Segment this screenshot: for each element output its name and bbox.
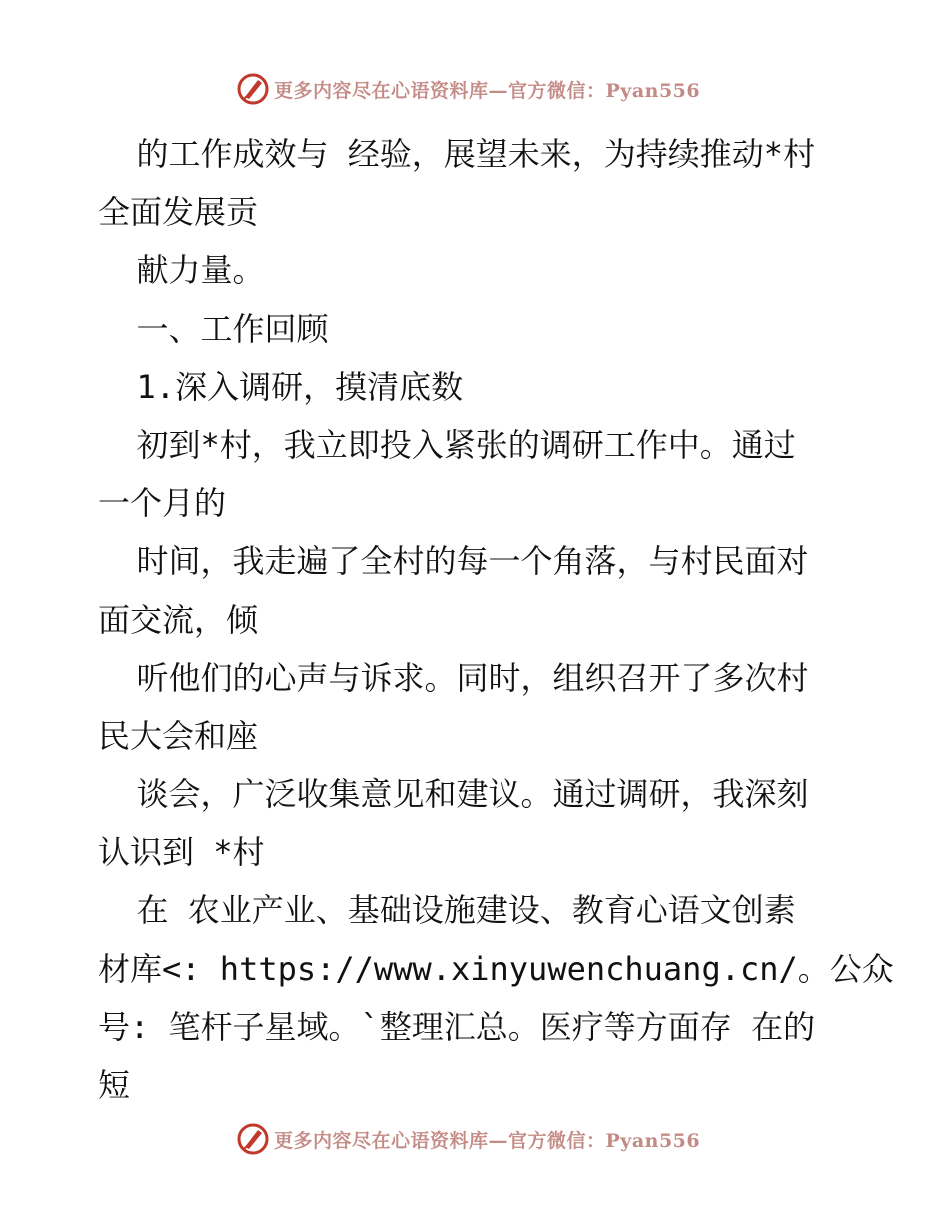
text-line: 时间，我走遍了全村的每一个角落，与村民面对 xyxy=(98,542,809,581)
quill-pen-logo-icon xyxy=(236,72,270,106)
text-line: 材库<: https://www.xinyuwenchuang.cn/。公众 xyxy=(98,949,894,988)
text-line: 的工作成效与 经验，展望未来，为持续推动*村 xyxy=(98,135,816,173)
text-line: 号: 笔杆子星域。`整理汇总。医疗等方面存 在的 xyxy=(98,1007,816,1046)
text-line: 一个月的 xyxy=(98,484,227,523)
footer-banner-text: 更多内容尽在心语资料库—官方微信：Pyan556 xyxy=(274,1129,701,1152)
text-line: 民大会和座 xyxy=(98,716,259,755)
text-line: 听他们的心声与诉求。同时，组织召开了多次村 xyxy=(98,658,809,697)
text-line: 初到*村，我立即投入紧张的调研工作中。通过 xyxy=(98,425,796,464)
text-line: 谈会，广泛收集意见和建议。通过调研，我深刻 xyxy=(98,775,809,814)
text-line: 面交流，倾 xyxy=(98,600,259,639)
quill-pen-logo-icon xyxy=(236,1122,270,1156)
section-heading: 一、工作回顾 xyxy=(98,309,329,348)
header-banner xyxy=(236,72,700,106)
header-banner-text: 更多内容尽在心语资料库—官方微信：Pyan556 xyxy=(274,79,701,102)
text-line: 认识到 *村 xyxy=(98,833,265,872)
text-line: 全面发展贡 xyxy=(98,193,259,232)
footer-banner xyxy=(236,1122,700,1156)
body-text xyxy=(98,125,894,1114)
text-line: 献力量。 xyxy=(98,251,265,290)
text-line: 在 农业产业、基础设施建设、教育心语文创素 xyxy=(98,891,796,930)
subsection-heading: 1.深入调研，摸清底数 xyxy=(98,367,464,406)
text-line: 短 xyxy=(98,1066,131,1104)
